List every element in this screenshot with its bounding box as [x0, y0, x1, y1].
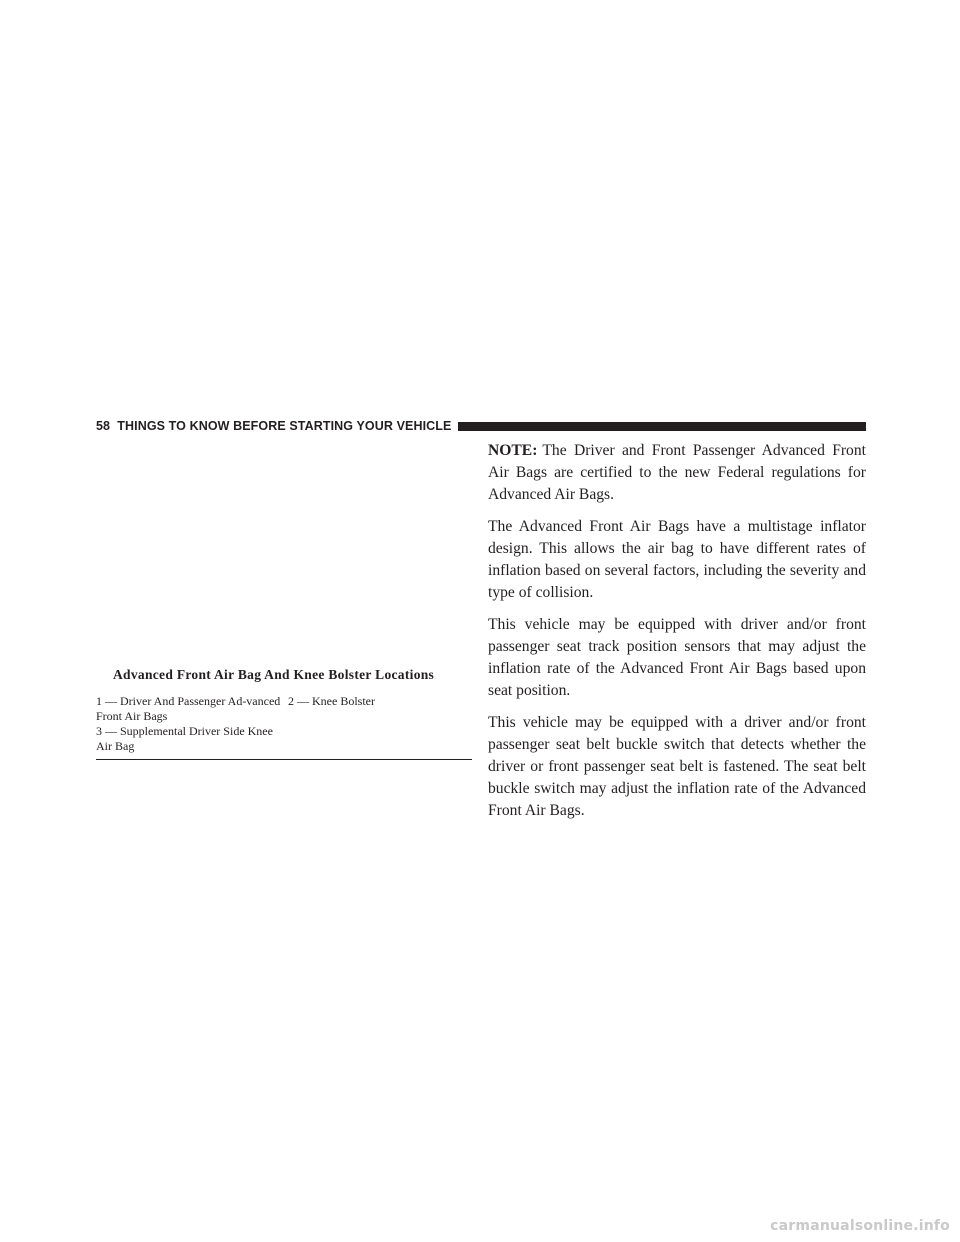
- paragraph-multistage-inflator: The Advanced Front Air Bags have a multistage inflator design. This allows the air bag to have different rates of inflation based on several factors, including the severity and type of collision.: [488, 518, 866, 601]
- section-title: THINGS TO KNOW BEFORE STARTING YOUR VEHICLE: [117, 419, 452, 433]
- legend-item-1: 1 — Driver And Passenger Ad-vanced Front Air Bags: [96, 694, 281, 723]
- note-label: NOTE:: [488, 442, 538, 459]
- note-text: The Driver and Front Passenger Advanced Front Air Bags are certified to the new Federal regulations for Advanced Air Bags.: [488, 442, 866, 503]
- watermark: carmanualsonline.info: [770, 1218, 950, 1234]
- paragraph-seat-belt-switch: This vehicle may be equipped with a driver and/or front passenger seat belt buckle switch that detects whether the driver or front passenger seat belt is fastened. The seat belt buckle switch may adjust the inflation rate of the Advanced Front Air Bags.: [488, 714, 866, 819]
- body-text-column: [488, 440, 866, 832]
- page-header: [96, 418, 866, 434]
- legend-item-2: 2 — Knee Bolster: [288, 694, 375, 708]
- paragraph-seat-track-sensors: This vehicle may be equipped with driver and/or front passenger seat track position sensors that may adjust the inflation rate of the Advanced Front Air Bags based upon seat position.: [488, 616, 866, 699]
- figure-caption-title: Advanced Front Air Bag And Knee Bolster Locations: [113, 667, 435, 682]
- header-rule: [458, 422, 866, 431]
- caption-divider: [96, 759, 472, 760]
- page-header-text: [96, 418, 451, 434]
- note-paragraph: [488, 440, 866, 506]
- legend-item-3: 3 — Supplemental Driver Side Knee Air Bag: [96, 724, 273, 753]
- page-number: 58: [96, 419, 111, 433]
